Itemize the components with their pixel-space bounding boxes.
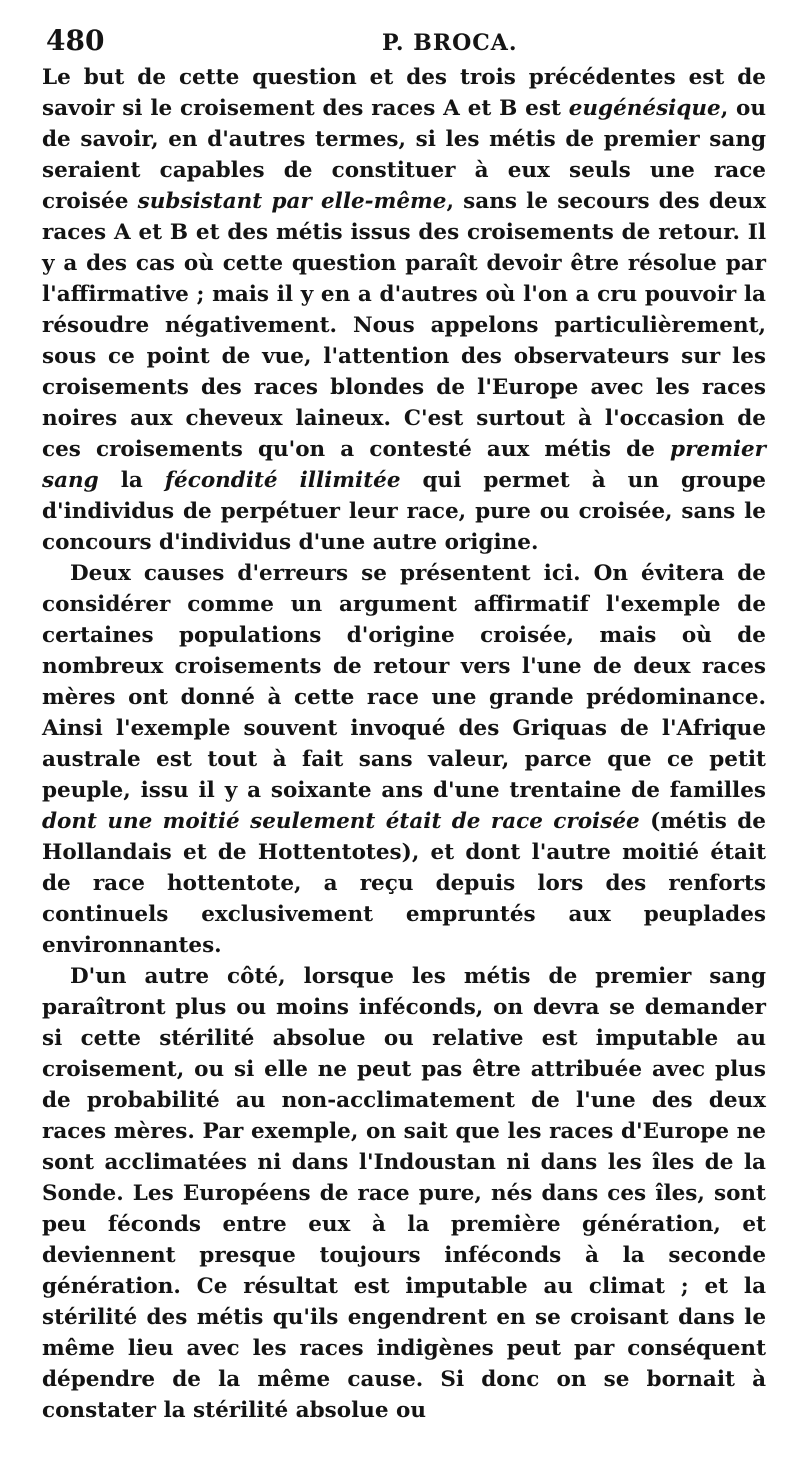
text-span: , ou de savoir, en d'autres termes, si les métis de premier sang seraient capables de constituer à eux seuls une race croisée — [42, 96, 766, 214]
body-text — [42, 62, 766, 1426]
emphasis-span: subsistant par elle-même — [137, 189, 447, 214]
paragraph-2 — [42, 558, 766, 961]
text-span: Deux causes d'erreurs se présentent ici. On évitera de considérer comme un argument affirmatif l'exemple de certaines populations d'origine croisée, mais où de nombreux croisements de retour vers l'une de deux races mères ont donné à cette race une grande prédominance. Ainsi l'exemple souvent invoqué des Griquas de l'Afrique australe est tout à fait sans valeur, parce que ce petit peuple, issu il y a soixante ans d'une trentaine de familles — [42, 561, 766, 803]
text-span: , sans le secours des deux races A et B et des métis issus des croisements de retour. Il y a des cas où cette question paraît devoir être résolue par l'affirmative ; mais il y en a d'autres où l'on a cru pouvoir la résoudre négativement. Nous appelons particulièrement, sous ce point de vue, l'attention des observateurs sur les croisements des races blondes de l'Europe avec les races noires aux cheveux laineux. C'est surtout à l'occasion de ces croisements qu'on a contesté aux métis de — [42, 189, 766, 462]
emphasis-span: fécondité illimitée — [164, 468, 401, 493]
paragraph-3 — [42, 961, 766, 1426]
text-span: qui permet à un groupe d'individus de perpétuer leur race, pure ou croisée, sans le concours d'individus d'une autre origine. — [42, 468, 766, 555]
emphasis-span: premier sang — [42, 437, 766, 493]
running-head: P. BROCA. — [382, 30, 518, 56]
page-number: 480 — [46, 24, 105, 57]
text-span: D'un autre côté, lorsque les métis de premier sang paraîtront plus ou moins inféconds, on devra se demander si cette stérilité absolue ou relative est imputable au croisement, ou si elle ne peut pas être attribuée avec plus de probabilité au non-acclimatement de l'une des deux races mères. Par exemple, on sait que les races d'Europe ne sont acclimatées ni dans l'Indoustan ni dans les îles de la Sonde. Les Européens de race pure, nés dans ces îles, sont peu féconds entre eux à la première génération, et deviennent presque toujours inféconds à la seconde génération. Ce résultat est imputable au climat ; et la stérilité des métis qu'ils engendrent en se croisant dans le même lieu avec les races indigènes peut par conséquent dépendre de la même cause. Si donc on se bornait à constater la stérilité absolue ou — [42, 964, 766, 1423]
text-span: (métis de Hollandais et de Hottentotes), et dont l'autre moitié était de race hottentote, a reçu depuis lors des renforts continuels exclusivement empruntés aux peuplades environnantes. — [42, 809, 766, 958]
emphasis-span: eugénésique — [568, 96, 721, 121]
text-span: la — [98, 468, 165, 493]
emphasis-span: dont une moitié seulement était de race croisée — [42, 809, 640, 834]
page-header — [42, 18, 766, 62]
text-span: Le but de cette question et des trois précédentes est de savoir si le croisement des races A et B est — [42, 65, 766, 121]
paragraph-1 — [42, 62, 766, 558]
